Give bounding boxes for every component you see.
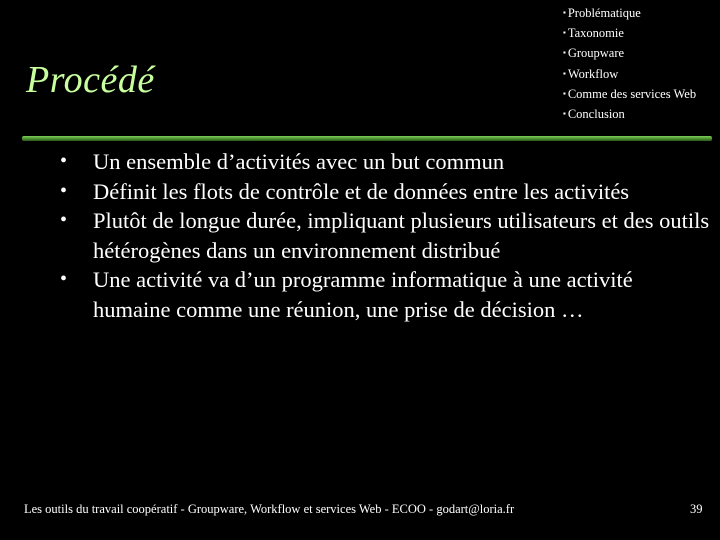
bullet-item [60, 147, 710, 177]
outline-item: ▪ Conclusion [563, 104, 696, 124]
bullet-dot: • [60, 179, 68, 202]
bullet-item [60, 177, 710, 207]
outline-item: ▪ Taxonomie [563, 23, 696, 43]
bullet-text: Définit les flots de contrôle et de données entre les activités [93, 178, 630, 204]
page-number: 39 [690, 502, 703, 516]
title-divider [22, 136, 712, 141]
outline-item: ▪ Groupware [563, 43, 696, 63]
bullet-item [60, 206, 710, 265]
outline-item: ▪ Problématique [563, 3, 696, 23]
bullet-dot: • [60, 209, 68, 231]
bullet-list [60, 147, 710, 324]
outline-list [563, 3, 696, 124]
bullet-item [60, 265, 710, 324]
bullet-text: Une activité va d’un programme informatique à une activité humaine comme une réunion, une prise de décision … [93, 267, 633, 322]
bullet-text: Un ensemble d’activités avec un but commun [93, 149, 505, 174]
slide-footer: Les outils du travail coopératif - Groupware, Workflow et services Web - ECOO - godart@loria.fr [24, 502, 515, 516]
bullet-dot: • [60, 268, 68, 290]
outline-item: ▪ Comme des services Web [563, 84, 696, 104]
bullet-text: Plutôt de longue durée, impliquant plusieurs utilisateurs et des outils hétérogènes dans un environnement distribué [93, 208, 710, 263]
outline-item: ▪ Workflow [563, 64, 696, 84]
slide-title: Procédé [26, 59, 155, 101]
bullet-dot: • [60, 150, 68, 172]
